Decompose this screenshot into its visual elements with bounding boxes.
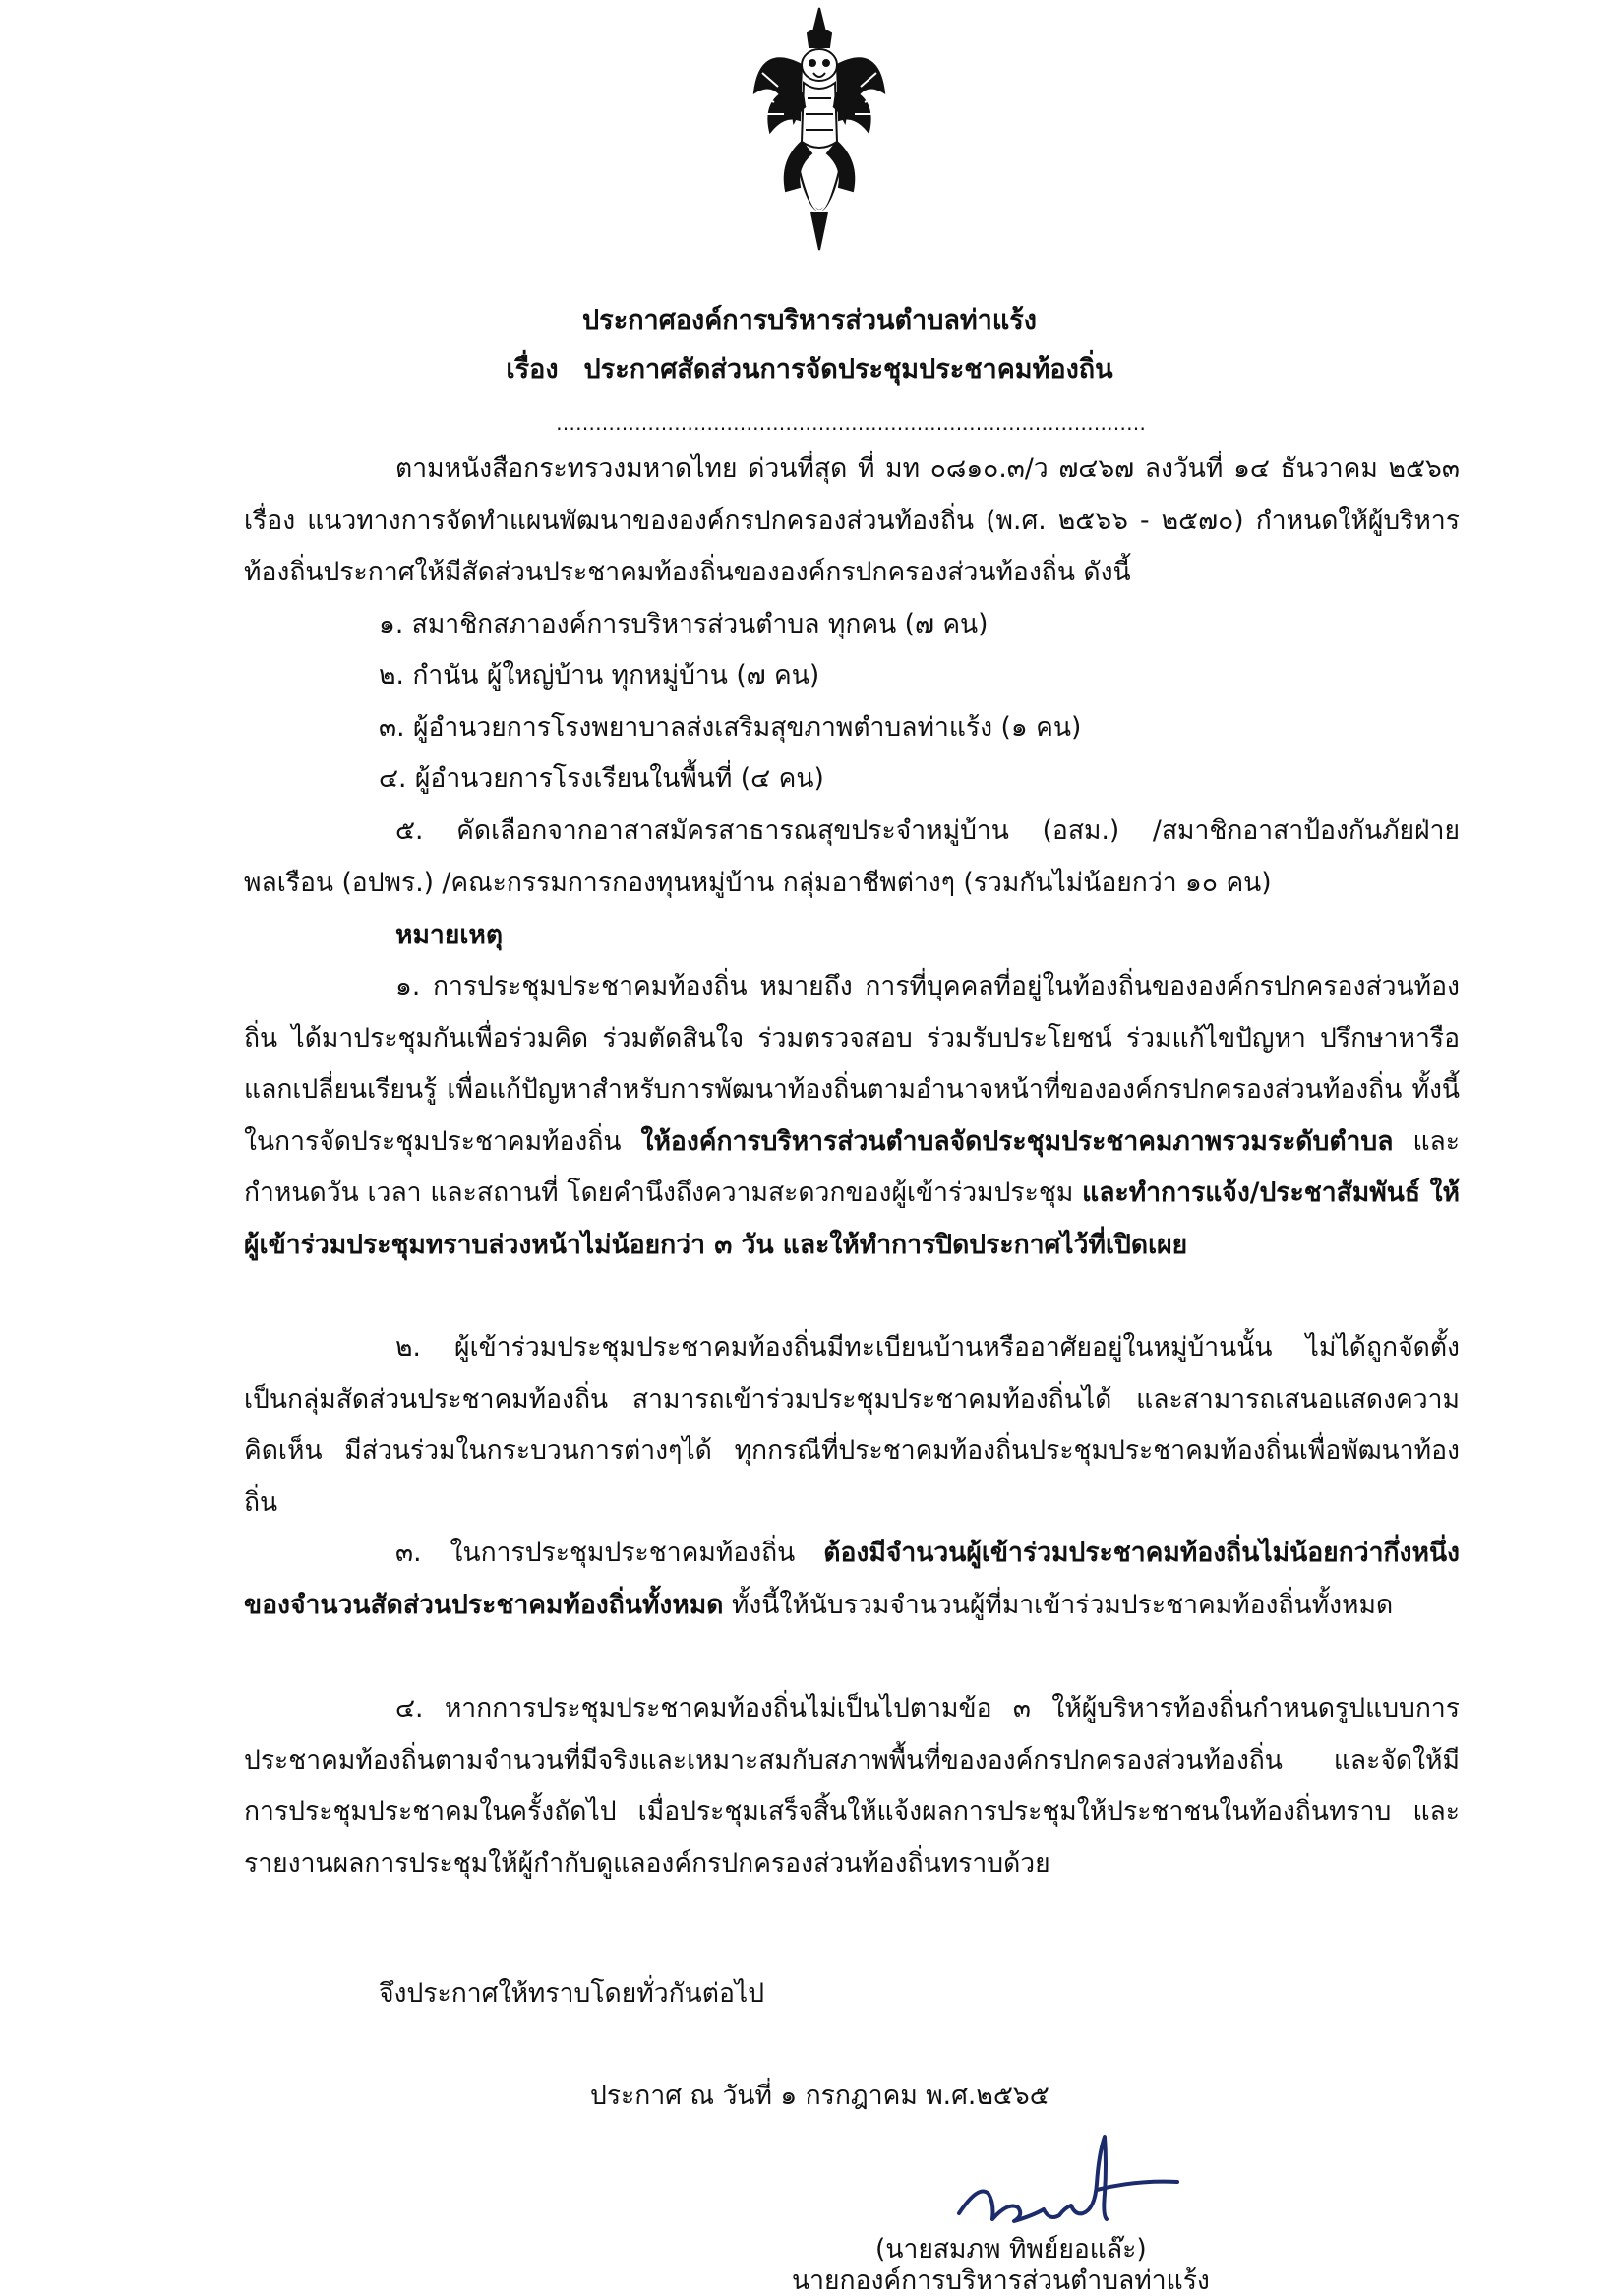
list-item: ๑. สมาชิกสภาองค์การบริหารส่วนตำบล ทุกคน (๗ คน) [379, 609, 989, 639]
remark-3 [244, 1528, 1460, 1631]
closing-statement: จึงประกาศให้ทราบโดยทั่วกันต่อไป [379, 1978, 765, 2009]
remark-2: ๒. ผู้เข้าร่วมประชุมประชาคมท้องถิ่นมีทะเบียนบ้านหรืออาศัยอยู่ในหมู่บ้านนั้น ไม่ได้ถูกจัดตั้งเป็นกลุ่มสัดส่วนประชาคมท้องถิ่น สามารถเข้าร่วมประชุมประชาคมท้องถิ่นได้ และสามารถเสนอแสดงความคิดเห็น มีส่วนร่วมในกระบวนการต่างๆได้ ทุกกรณีที่ประชาคมท้องถิ่นประชุมประชาคมท้องถิ่นเพื่อพัฒนาท้องถิ่น [244, 1332, 1460, 1518]
garuda-emblem-icon [750, 4, 888, 255]
remark-1-bold-2: และทำการแจ้ง/ประชาสัมพันธ์ ให้ผู้เข้าร่วมประชุมทราบล่วงหน้าไม่น้อยกว่า ๓ วัน และให้ทำการปิดประกาศไว้ที่เปิดเผย [244, 1178, 1460, 1260]
document-subject [0, 350, 1619, 390]
remark-3-text: ๓. ในการประชุมประชาคมท้องถิ่น [395, 1538, 824, 1568]
list-item: ๓. ผู้อำนวยการโรงพยาบาลส่งเสริมสุขภาพตำบลท่าแร้ง (๑ คน) [379, 712, 1082, 743]
remark-1-text: ๑. การประชุมประชาคมท้องถิ่น หมายถึง การที่บุคคลที่อยู่ในท้องถิ่นขององค์กรปกครองส่วนท้องถิ่น ได้มาประชุมกันเพื่อร่วมคิด ร่วมตัดสินใจ ร่วมตรวจสอบ ร่วมรับประโยชน์ ร่วมแก้ไขปัญหา ปรึกษาหารือแลกเปลี่ยนเรียนรู้ เพื่อแก้ปัญหาสำหรับการพัฒนาท้องถิ่นตามอำนาจหน้าที่ขององค์กรปกครองส่วนท้องถิ่น ทั้งนี้ในการจัดประชุมประชาคมท้องถิ่น [244, 971, 1460, 1157]
list-item: ๔. ผู้อำนวยการโรงเรียนในพื้นที่ (๔ คน) [379, 763, 824, 794]
remark-1 [244, 961, 1460, 1271]
remark-1-text-2: และกำหนดวัน เวลา และสถานที่ โดยคำนึงถึงความสะดวกของผู้เข้าร่วมประชุม [244, 1125, 1460, 1208]
list-item: ๕. คัดเลือกจากอาสาสมัครสาธารณสุขประจำหมู่บ้าน (อสม.) /สมาชิกอาสาป้องกันภัยฝ่ายพลเรือน (อปพร.) /คณะกรรมการกองทุนหมู่บ้าน กลุ่มอาชีพต่างๆ (รวมกันไม่น้อยกว่า ๑๐ คน) [244, 816, 1460, 898]
remark-4: ๔. หากการประชุมประชาคมท้องถิ่นไม่เป็นไปตามข้อ ๓ ให้ผู้บริหารท้องถิ่นกำหนดรูปแบบการประชาคมท้องถิ่นตามจำนวนที่มีจริงและเหมาะสมกับสภาพพื้นที่ขององค์กรปกครองส่วนท้องถิ่น และจัดให้มีการประชุมประชาคมในครั้งถัดไป เมื่อประชุมเสร็จสิ้นให้แจ้งผลการประชุมให้ประชาชนในท้องถิ่นทราบ และรายงานผลการประชุมให้ผู้กำกับดูแลองค์กรปกครองส่วนท้องถิ่นทราบด้วย [244, 1693, 1460, 1879]
title-separator: ……………………………………………………………………………… [556, 411, 1146, 435]
announcement-date: ประกาศ ณ วันที่ ๑ กรกฎาคม พ.ศ.๒๕๖๕ [590, 2081, 1049, 2111]
signer-name: (นายสมภพ ทิพย์ยอแล๊ะ) [875, 2234, 1147, 2265]
remark-3-text-2: ทั้งนี้ให้นับรวมจำนวนผู้ที่มาเข้าร่วมประชาคมท้องถิ่นทั้งหมด [723, 1589, 1394, 1620]
document-title: ประกาศองค์การบริหารส่วนตำบลท่าแร้ง [582, 305, 1037, 335]
remark-1-bold: ให้องค์การบริหารส่วนตำบลจัดประชุมประชาคมภาพรวมระดับตำบล [640, 1125, 1394, 1157]
list-item: ๒. กำนัน ผู้ใหญ่บ้าน ทุกหมู่บ้าน (๗ คน) [379, 660, 820, 691]
signer-position: นายกองค์การบริหารส่วนตำบลท่าแร้ง [792, 2266, 1210, 2296]
remarks-heading: หมายเหตุ [395, 920, 504, 950]
subject-text: ประกาศสัดส่วนการจัดประชุมประชาคมท้องถิ่น [583, 354, 1113, 385]
subject-label: เรื่อง [506, 354, 559, 385]
handwritten-signature [949, 2125, 1185, 2233]
remark-3-bold: ต้องมีจำนวนผู้เข้าร่วมประชาคมท้องถิ่นไม่น้อยกว่ากึ่งหนึ่งของจำนวนสัดส่วนประชาคมท้องถิ่นทั้งหมด [244, 1538, 1460, 1620]
intro-paragraph: ตามหนังสือกระทรวงมหาดไทย ด่วนที่สุด ที่ มท ๐๘๑๐.๓/ว ๗๔๖๗ ลงวันที่ ๑๔ ธันวาคม ๒๕๖๓ เรื่อง แนวทางการจัดทำแผนพัฒนาขององค์กรปกครองส่วนท้องถิ่น (พ.ศ. ๒๕๖๖ - ๒๕๗๐) กำหนดให้ผู้บริหารท้องถิ่นประกาศให้มีสัดส่วนประชาคมท้องถิ่นขององค์กรปกครองส่วนท้องถิ่น ดังนี้ [244, 453, 1460, 587]
